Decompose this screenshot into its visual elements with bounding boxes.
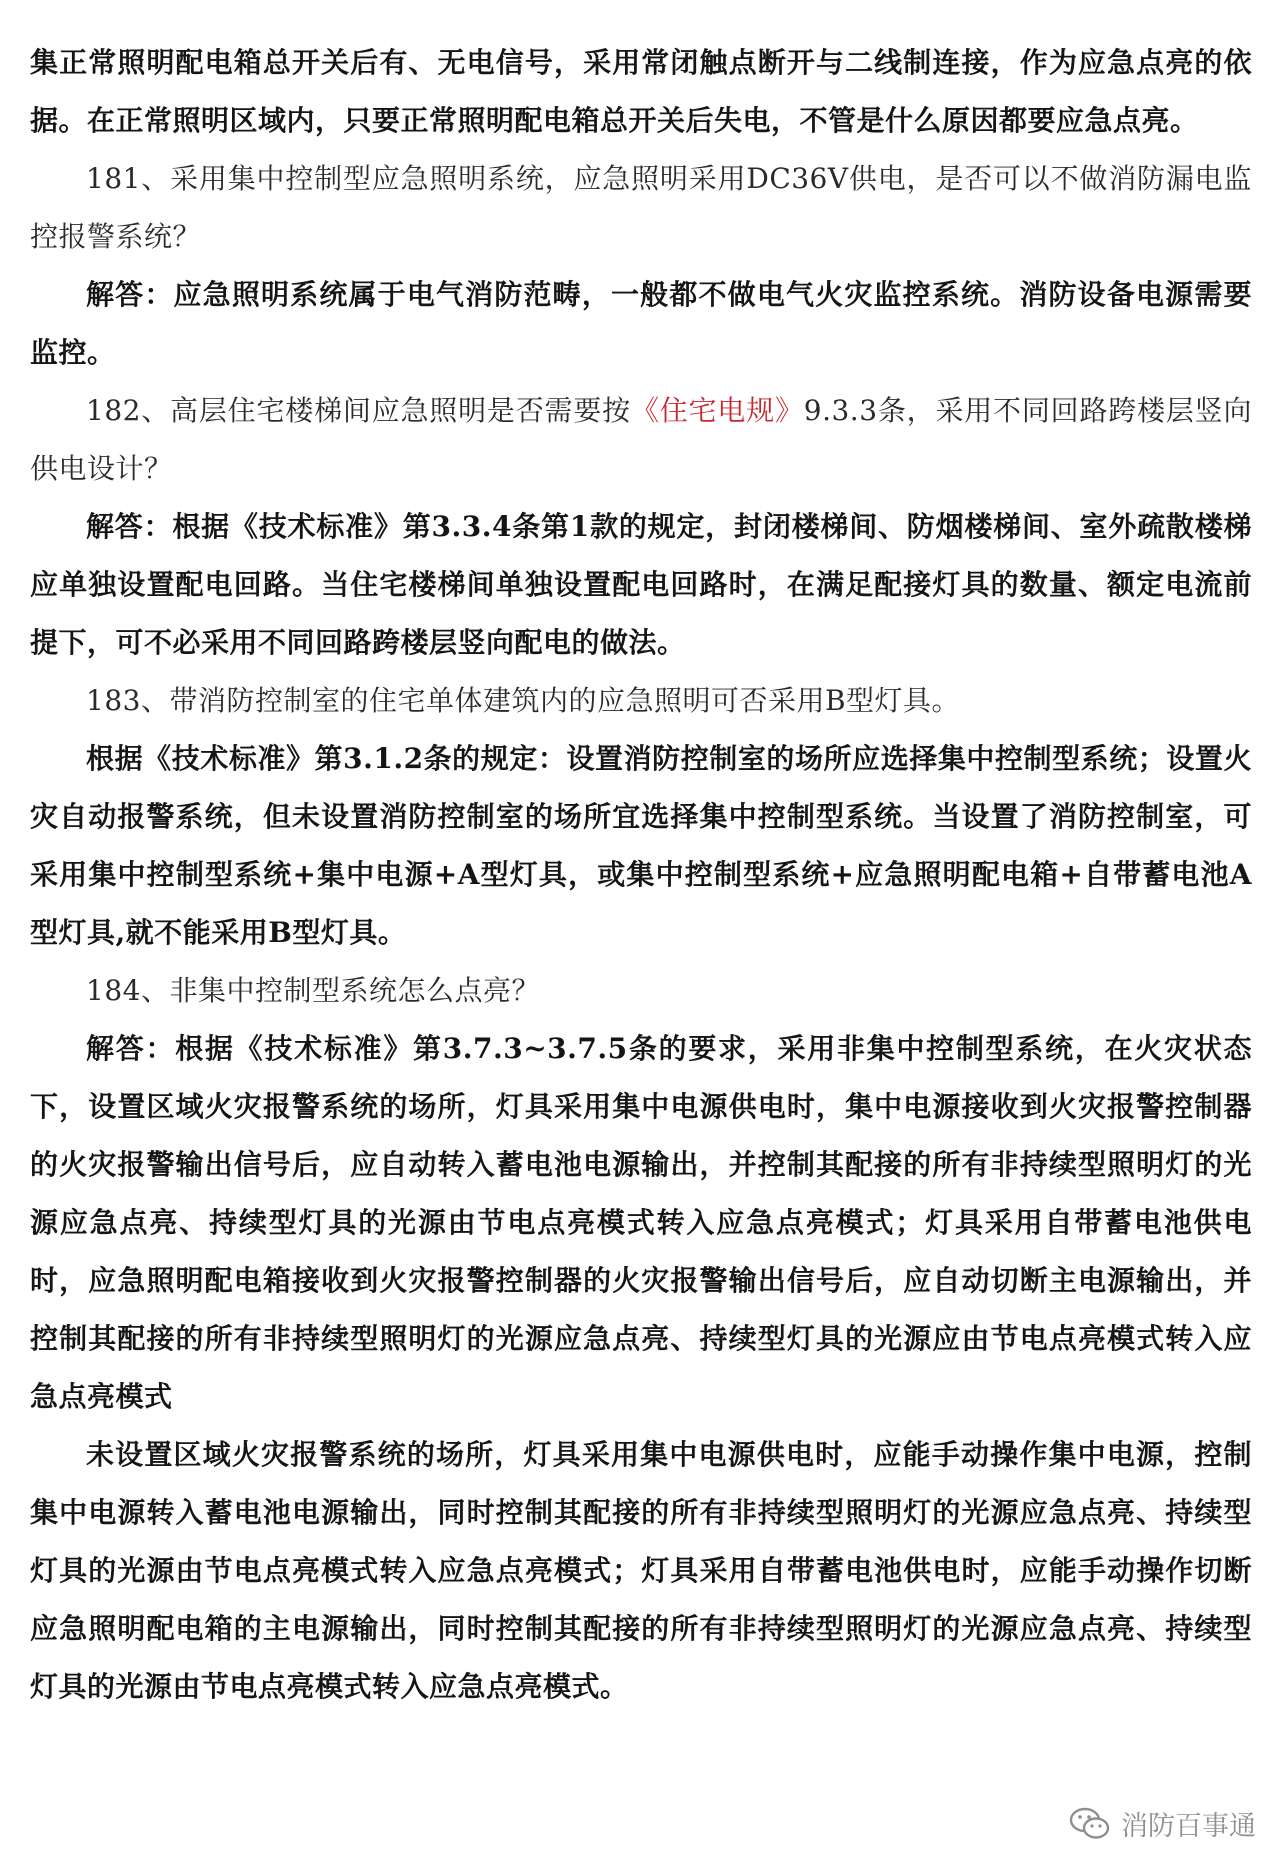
watermark-text: 消防百事通 xyxy=(1121,1811,1256,1842)
question-184: 184、非集中控制型系统怎么点亮？ xyxy=(86,974,540,1007)
paragraph-continuation: 集正常照明配电箱总开关后有、无电信号，采用常闭触点断开与二线制连接，作为应急点亮的依据。在正常照明区域内，只要正常照明配电箱总开关后失电，不管是什么原因都要应急点亮。 xyxy=(30,46,1252,137)
question-182 xyxy=(30,382,1252,498)
question-181: 181、采用集中控制型应急照明系统，应急照明采用DC36V供电，是否可以不做消防漏电监控报警系统？ xyxy=(30,162,1252,253)
wechat-icon xyxy=(1069,1807,1111,1841)
question-182-text-end: 9.3.3条，采用不同回路跨楼层竖向供电设计？ xyxy=(30,394,1252,485)
question-182-text: 182、高层住宅楼梯间应急照明是否需要按 xyxy=(86,394,631,427)
answer-182: 解答：根据《技术标准》第3.3.4条第1款的规定，封闭楼梯间、防烟楼梯间、室外疏散楼梯应单独设置配电回路。当住宅楼梯间单独设置配电回路时，在满足配接灯具的数量、额定电流前提下，可不必采用不同回路跨楼层竖向配电的做法。 xyxy=(30,510,1252,659)
answer-181: 解答：应急照明系统属于电气消防范畴，一般都不做电气火灾监控系统。消防设备电源需要监控。 xyxy=(30,278,1252,369)
answer-184: 解答：根据《技术标准》第3.7.3~3.7.5条的要求，采用非集中控制型系统，在火灾状态下，设置区域火灾报警系统的场所，灯具采用集中电源供电时，集中电源接收到火灾报警控制器的火灾报警输出信号后，应自动转入蓄电池电源输出，并控制其配接的所有非持续型照明灯的光源应急点亮、持续型灯具的光源由节电点亮模式转入应急点亮模式；灯具采用自带蓄电池供电时，应急照明配电箱接收到火灾报警控制器的火灾报警输出信号后，应自动切断主电源输出，并控制其配接的所有非持续型照明灯的光源应急点亮、持续型灯具的光源应由节电点亮模式转入应急点亮模式 xyxy=(30,1032,1252,1413)
code-reference-link: 《住宅电规》 xyxy=(630,394,804,427)
document-page xyxy=(30,34,1252,1716)
question-183: 183、带消防控制室的住宅单体建筑内的应急照明可否采用B型灯具。 xyxy=(86,684,961,717)
answer-183: 根据《技术标准》第3.1.2条的规定：设置消防控制室的场所应选择集中控制型系统；设置火灾自动报警系统，但未设置消防控制室的场所宜选择集中控制型系统。当设置了消防控制室，可采用集中控制型系统+集中电源+A型灯具，或集中控制型系统+应急照明配电箱+自带蓄电池A型灯具,就不能采用B型灯具。 xyxy=(30,742,1252,949)
answer-184-continued: 未设置区域火灾报警系统的场所，灯具采用集中电源供电时，应能手动操作集中电源，控制集中电源转入蓄电池电源输出，同时控制其配接的所有非持续型照明灯的光源应急点亮、持续型灯具的光源由节电点亮模式转入应急点亮模式；灯具采用自带蓄电池供电时，应能手动操作切断应急照明配电箱的主电源输出，同时控制其配接的所有非持续型照明灯的光源应急点亮、持续型灯具的光源由节电点亮模式转入应急点亮模式。 xyxy=(30,1438,1252,1703)
watermark xyxy=(1069,1804,1256,1843)
